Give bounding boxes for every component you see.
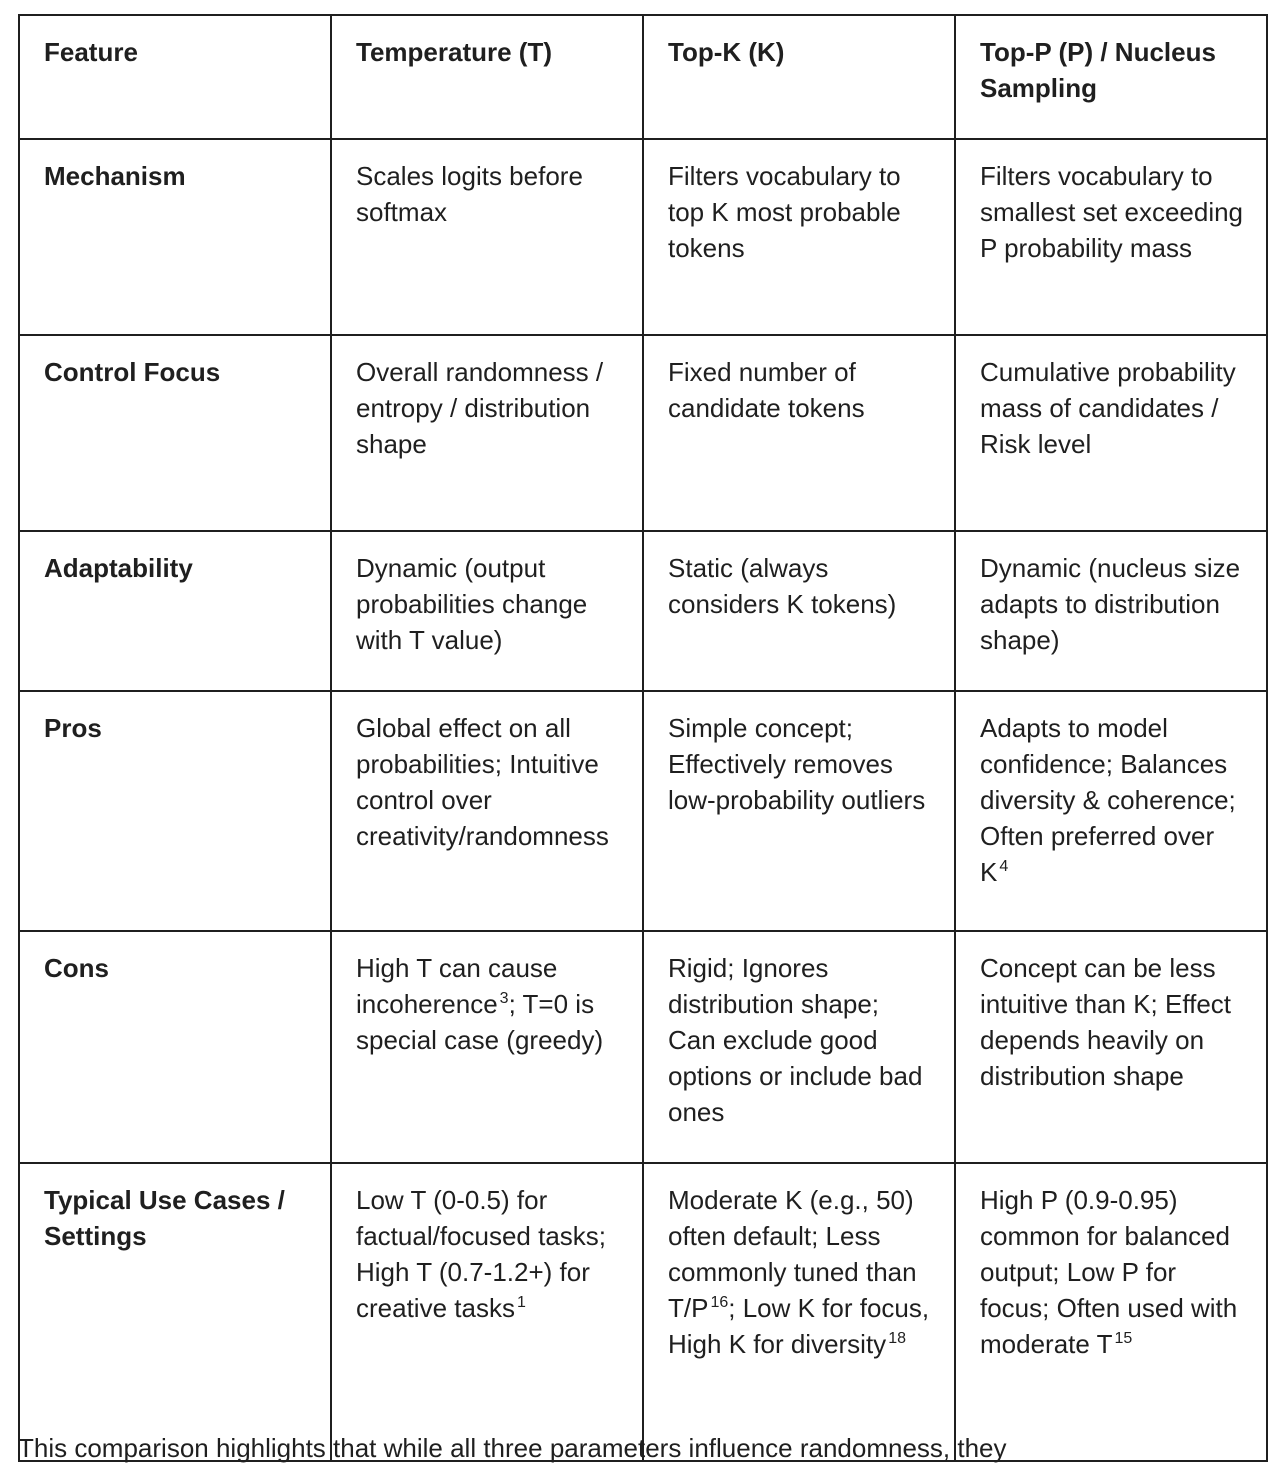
table-cell: Overall randomness / entropy / distribution shape <box>331 335 643 531</box>
cell-text: High T can cause incoherence <box>356 953 558 1019</box>
cell-text: Low T (0-0.5) for factual/focused tasks; High T (0.7-1.2+) for creative tasks <box>356 1185 607 1323</box>
table-cell: Rigid; Ignores distribution shape; Can exclude good options or include bad ones <box>643 931 955 1163</box>
table-cell <box>955 691 1267 931</box>
cell-text: ; T=0 is special case (greedy) <box>356 989 604 1055</box>
header-temperature: Temperature (T) <box>331 15 643 139</box>
row-label: Control Focus <box>19 335 331 531</box>
table-cell: Dynamic (output probabilities change with T value) <box>331 531 643 691</box>
cell-text: Moderate K (e.g., 50) often default; Less commonly tuned than T/P <box>668 1185 917 1323</box>
table-row-cons <box>19 931 1267 1163</box>
row-label: Cons <box>19 931 331 1163</box>
row-label: Typical Use Cases / Settings <box>19 1163 331 1461</box>
header-top-p: Top-P (P) / Nucleus Sampling <box>955 15 1267 139</box>
header-feature: Feature <box>19 15 331 139</box>
table-cell: Simple concept; Effectively removes low-probability outliers <box>643 691 955 931</box>
table-header-row <box>19 15 1267 139</box>
footnote-ref[interactable]: 3 <box>499 990 509 1008</box>
table-row-adaptability <box>19 531 1267 691</box>
footnote-ref[interactable]: 16 <box>710 1294 729 1312</box>
row-label: Adaptability <box>19 531 331 691</box>
row-label: Pros <box>19 691 331 931</box>
header-top-k: Top-K (K) <box>643 15 955 139</box>
table-cell: Dynamic (nucleus size adapts to distribution shape) <box>955 531 1267 691</box>
table-cell: Filters vocabulary to top K most probable tokens <box>643 139 955 335</box>
table-row-mechanism <box>19 139 1267 335</box>
footnote-ref[interactable]: 15 <box>1114 1330 1133 1348</box>
row-label: Mechanism <box>19 139 331 335</box>
table-cell: Fixed number of candidate tokens <box>643 335 955 531</box>
table-cell <box>331 1163 643 1461</box>
table-cell: Static (always considers K tokens) <box>643 531 955 691</box>
table-cell <box>643 1163 955 1461</box>
footnote-ref[interactable]: 4 <box>999 858 1009 876</box>
footnote-ref[interactable]: 1 <box>516 1294 526 1312</box>
table-cell <box>331 931 643 1163</box>
table-cell: Filters vocabulary to smallest set exceeding P probability mass <box>955 139 1267 335</box>
table-cell: Concept can be less intuitive than K; Effect depends heavily on distribution shape <box>955 931 1267 1163</box>
comparison-table <box>18 14 1268 1462</box>
paragraph-text: This comparison highlights that while all three parameters influence randomness, they <box>18 1433 1007 1463</box>
table-row-pros <box>19 691 1267 931</box>
table-row-control-focus <box>19 335 1267 531</box>
table-cell: Global effect on all probabilities; Intuitive control over creativity/randomness <box>331 691 643 931</box>
cell-text: High P (0.9-0.95) common for balanced output; Low P for focus; Often used with moderate T <box>980 1185 1238 1359</box>
table-row-typical-use-cases <box>19 1163 1267 1461</box>
table-cell: Cumulative probability mass of candidates / Risk level <box>955 335 1267 531</box>
cell-text: ; Low K for focus, High K for diversity <box>668 1293 930 1359</box>
footnote-ref[interactable]: 18 <box>888 1330 906 1348</box>
table-cell <box>955 1163 1267 1461</box>
table-cell: Scales logits before softmax <box>331 139 643 335</box>
cell-text: Adapts to model confidence; Balances diversity & coherence; Often preferred over K <box>980 713 1236 887</box>
